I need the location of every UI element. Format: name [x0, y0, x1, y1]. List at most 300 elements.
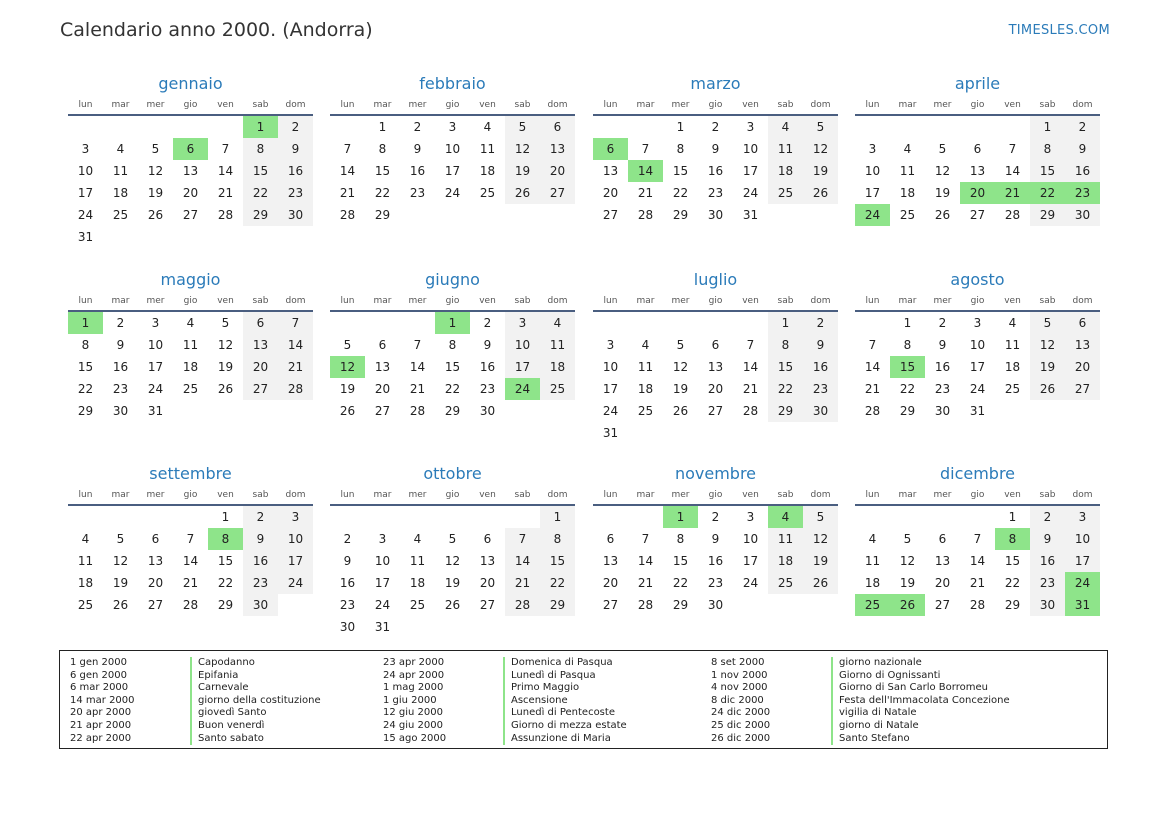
day-cell: 15	[768, 356, 803, 378]
day-cell: 13	[540, 138, 575, 160]
weekday-label: lun	[340, 296, 355, 306]
legend-column-2	[383, 657, 627, 745]
day-cell: 5	[938, 142, 947, 156]
empty-cell	[68, 506, 103, 528]
weekday-header	[68, 294, 313, 312]
weekday-label: gio	[708, 490, 723, 500]
day-cell: 23	[339, 598, 356, 612]
day-cell: 13	[969, 164, 986, 178]
day-cell: 16	[409, 164, 426, 178]
day-cell: 18	[768, 550, 803, 572]
month-ottobre	[330, 462, 575, 638]
day-cell: 2	[1030, 506, 1065, 528]
day-cell: 24	[147, 382, 164, 396]
day-cell: 20	[707, 382, 724, 396]
day-cell: 16	[278, 160, 313, 182]
weekday-label: mer	[408, 296, 427, 306]
day-cell: 18	[182, 360, 199, 374]
day-cell: 3	[81, 142, 90, 156]
empty-cell	[995, 116, 1030, 138]
day-cell: 15	[243, 160, 278, 182]
day-cell: 9	[343, 554, 352, 568]
day-cell: 10	[77, 164, 94, 178]
day-cell: 9	[938, 338, 947, 352]
day-cell: 22	[540, 572, 575, 594]
day-cell: 11	[409, 554, 426, 568]
legend-holiday-name: Lunedì di Pasqua	[503, 670, 596, 683]
holiday-day-cell: 31	[1065, 594, 1100, 616]
day-cell: 8	[676, 142, 685, 156]
legend-holiday-name: Santo sabato	[190, 733, 264, 746]
day-cell: 7	[343, 142, 352, 156]
legend-holiday-name: Lunedì di Pentecoste	[503, 707, 615, 720]
day-cell: 5	[803, 116, 838, 138]
day-cell: 2	[343, 532, 352, 546]
legend-date: 15 ago 2000	[383, 732, 447, 744]
day-cell: 11	[479, 142, 496, 156]
day-cell: 5	[343, 338, 352, 352]
empty-cell	[855, 312, 890, 334]
holiday-day-cell: 12	[330, 356, 365, 378]
legend-column-3	[711, 657, 1010, 745]
day-cell: 28	[1004, 208, 1021, 222]
weekday-label: mar	[636, 100, 655, 110]
day-cell: 19	[672, 382, 689, 396]
day-cell: 23	[112, 382, 129, 396]
day-cell: 17	[77, 186, 94, 200]
day-cell: 2	[1065, 116, 1100, 138]
legend-entry	[711, 720, 1010, 733]
day-cell: 24	[742, 186, 759, 200]
weekday-label: mer	[146, 490, 165, 500]
legend-holiday-name: Carnevale	[190, 682, 249, 695]
day-cell: 8	[903, 338, 912, 352]
day-cell: 21	[278, 356, 313, 378]
day-cell: 7	[221, 142, 230, 156]
day-cell: 4	[81, 532, 90, 546]
day-cell: 11	[1004, 338, 1021, 352]
day-cell: 23	[803, 378, 838, 400]
day-cell: 14	[969, 554, 986, 568]
legend-date: 6 mar 2000	[70, 682, 129, 694]
holiday-day-cell: 6	[593, 138, 628, 160]
day-cell: 31	[742, 208, 759, 222]
day-cell: 8	[676, 532, 685, 546]
empty-cell	[103, 116, 138, 138]
legend-entry	[711, 670, 1010, 683]
weekday-label: mer	[146, 100, 165, 110]
day-cell: 16	[803, 356, 838, 378]
day-cell: 27	[182, 208, 199, 222]
day-cell: 10	[864, 164, 881, 178]
day-cell: 7	[641, 532, 650, 546]
month-marzo	[593, 72, 838, 226]
day-cell: 15	[374, 164, 391, 178]
day-cell: 30	[1030, 594, 1065, 616]
day-cell: 14	[864, 360, 881, 374]
day-cell: 30	[278, 204, 313, 226]
weekday-label: mer	[146, 296, 165, 306]
weekday-label: mer	[933, 296, 952, 306]
weekday-label: dom	[285, 296, 306, 306]
month-luglio	[593, 268, 838, 444]
holiday-day-cell: 1	[663, 506, 698, 528]
weekday-label: sab	[1039, 296, 1056, 306]
day-cell: 3	[151, 316, 160, 330]
day-cell: 1	[540, 506, 575, 528]
day-cell: 21	[637, 186, 654, 200]
weekday-label: dom	[810, 296, 831, 306]
day-cell: 12	[217, 338, 234, 352]
legend-entry	[711, 695, 1010, 708]
legend-entry	[711, 682, 1010, 695]
day-cell: 21	[217, 186, 234, 200]
legend-holiday-name: Festa dell'Immacolata Concezione	[831, 695, 1010, 708]
weekday-label: sab	[514, 296, 531, 306]
month-agosto	[855, 268, 1100, 422]
weekday-label: ven	[742, 490, 759, 500]
month-maggio	[68, 268, 313, 422]
day-cell: 6	[606, 532, 615, 546]
month-name: luglio	[693, 270, 738, 289]
day-cell: 23	[479, 382, 496, 396]
day-cell: 16	[1030, 550, 1065, 572]
legend-holiday-name: Assunzione di Maria	[503, 733, 611, 746]
empty-cell	[890, 506, 925, 528]
day-cell: 18	[112, 186, 129, 200]
weekday-label: ven	[479, 490, 496, 500]
day-cell: 14	[409, 360, 426, 374]
day-cell: 6	[483, 532, 492, 546]
day-cell: 20	[479, 576, 496, 590]
day-cell: 7	[413, 338, 422, 352]
weekday-label: dom	[547, 490, 568, 500]
day-cell: 26	[444, 598, 461, 612]
weekday-label: gio	[445, 100, 460, 110]
weekday-label: mar	[898, 100, 917, 110]
weekday-label: gio	[183, 296, 198, 306]
empty-cell	[330, 116, 365, 138]
day-cell: 27	[602, 598, 619, 612]
day-cell: 1	[1008, 510, 1017, 524]
weekday-label: lun	[865, 100, 880, 110]
weekday-label: mer	[933, 100, 952, 110]
day-cell: 5	[505, 116, 540, 138]
holiday-day-cell: 21	[995, 182, 1030, 204]
day-cell: 30	[339, 620, 356, 634]
day-cell: 7	[746, 338, 755, 352]
weekday-header	[855, 294, 1100, 312]
day-cell: 29	[374, 208, 391, 222]
day-cell: 13	[1065, 334, 1100, 356]
legend-date: 20 apr 2000	[70, 707, 132, 719]
weekday-label: lun	[865, 490, 880, 500]
day-cell: 25	[768, 572, 803, 594]
day-cell: 27	[707, 404, 724, 418]
day-cell: 19	[899, 576, 916, 590]
weekday-label: ven	[217, 100, 234, 110]
day-cell: 17	[602, 382, 619, 396]
day-cell: 19	[444, 576, 461, 590]
day-cell: 4	[413, 532, 422, 546]
day-cell: 1	[903, 316, 912, 330]
day-cell: 20	[602, 576, 619, 590]
day-cell: 13	[602, 554, 619, 568]
weekday-header	[68, 488, 313, 506]
day-cell: 4	[483, 120, 492, 134]
day-cell: 9	[803, 334, 838, 356]
day-cell: 2	[116, 316, 125, 330]
day-cell: 7	[505, 528, 540, 550]
day-cell: 28	[505, 594, 540, 616]
legend-holiday-name: giorno nazionale	[831, 657, 922, 670]
legend-entry	[70, 733, 321, 746]
day-cell: 25	[182, 382, 199, 396]
empty-cell	[628, 506, 663, 528]
day-cell: 22	[1004, 576, 1021, 590]
day-cell: 25	[1004, 382, 1021, 396]
day-cell: 7	[868, 338, 877, 352]
day-cell: 25	[899, 208, 916, 222]
day-cell: 14	[182, 554, 199, 568]
day-cell: 31	[374, 620, 391, 634]
day-cell: 18	[77, 576, 94, 590]
weekday-header	[330, 98, 575, 116]
day-cell: 17	[1065, 550, 1100, 572]
legend-date: 6 gen 2000	[70, 669, 128, 681]
day-cell: 14	[278, 334, 313, 356]
weekday-label: dom	[810, 490, 831, 500]
day-cell: 20	[1065, 356, 1100, 378]
day-cell: 3	[378, 532, 387, 546]
weekday-label: mer	[671, 490, 690, 500]
day-cell: 13	[602, 164, 619, 178]
legend-holiday-name: Ascensione	[503, 695, 568, 708]
day-cell: 3	[1065, 506, 1100, 528]
day-cell: 31	[147, 404, 164, 418]
day-cell: 12	[1030, 334, 1065, 356]
holiday-day-cell: 22	[1030, 182, 1065, 204]
day-cell: 9	[711, 142, 720, 156]
day-cell: 25	[77, 598, 94, 612]
day-cell: 15	[444, 360, 461, 374]
day-grid	[68, 116, 313, 248]
weekday-label: dom	[1072, 296, 1093, 306]
day-cell: 7	[278, 312, 313, 334]
day-cell: 27	[147, 598, 164, 612]
day-cell: 16	[112, 360, 129, 374]
day-cell: 27	[934, 598, 951, 612]
weekday-label: sab	[777, 100, 794, 110]
empty-cell	[68, 116, 103, 138]
weekday-label: gio	[708, 100, 723, 110]
day-cell: 3	[868, 142, 877, 156]
legend-holiday-name: vigilia di Natale	[831, 707, 917, 720]
day-cell: 30	[479, 404, 496, 418]
day-cell: 4	[903, 142, 912, 156]
month-settembre	[68, 462, 313, 616]
day-cell: 29	[77, 404, 94, 418]
day-cell: 2	[483, 316, 492, 330]
day-cell: 10	[444, 142, 461, 156]
day-cell: 17	[742, 554, 759, 568]
site-brand-link[interactable]: TIMESLES.COM	[1008, 23, 1110, 38]
day-cell: 26	[217, 382, 234, 396]
legend-holiday-name: giorno della costituzione	[190, 695, 321, 708]
day-cell: 29	[444, 404, 461, 418]
day-cell: 8	[540, 528, 575, 550]
day-cell: 3	[448, 120, 457, 134]
day-cell: 9	[116, 338, 125, 352]
legend-entry	[70, 720, 321, 733]
day-cell: 10	[278, 528, 313, 550]
day-cell: 29	[217, 598, 234, 612]
empty-cell	[208, 116, 243, 138]
empty-cell	[960, 116, 995, 138]
day-cell: 30	[707, 208, 724, 222]
holiday-day-cell: 8	[995, 528, 1030, 550]
day-cell: 18	[768, 160, 803, 182]
day-cell: 22	[768, 378, 803, 400]
day-cell: 2	[711, 510, 720, 524]
day-cell: 21	[339, 186, 356, 200]
weekday-label: mar	[111, 490, 130, 500]
day-cell: 25	[409, 598, 426, 612]
weekday-label: mar	[636, 296, 655, 306]
legend-entry	[383, 682, 627, 695]
empty-cell	[628, 116, 663, 138]
day-cell: 15	[672, 554, 689, 568]
day-cell: 22	[77, 382, 94, 396]
legend-date: 8 set 2000	[711, 657, 765, 668]
day-cell: 25	[637, 404, 654, 418]
day-cell: 30	[1065, 204, 1100, 226]
empty-cell	[855, 506, 890, 528]
day-cell: 12	[934, 164, 951, 178]
weekday-label: mar	[373, 296, 392, 306]
weekday-header	[68, 98, 313, 116]
day-cell: 26	[147, 208, 164, 222]
day-cell: 24	[444, 186, 461, 200]
day-cell: 20	[602, 186, 619, 200]
day-cell: 22	[899, 382, 916, 396]
holiday-day-cell: 26	[890, 594, 925, 616]
day-cell: 29	[1004, 598, 1021, 612]
weekday-label: sab	[1039, 100, 1056, 110]
day-cell: 12	[505, 138, 540, 160]
day-cell: 19	[217, 360, 234, 374]
day-cell: 9	[1065, 138, 1100, 160]
day-cell: 30	[707, 598, 724, 612]
weekday-label: mar	[898, 296, 917, 306]
month-name: febbraio	[419, 74, 486, 93]
day-cell: 23	[934, 382, 951, 396]
weekday-label: lun	[78, 100, 93, 110]
day-cell: 9	[711, 532, 720, 546]
empty-cell	[470, 506, 505, 528]
legend-date: 24 dic 2000	[711, 707, 771, 719]
weekday-label: lun	[603, 296, 618, 306]
day-cell: 17	[742, 164, 759, 178]
day-grid	[330, 312, 575, 422]
day-cell: 11	[864, 554, 881, 568]
day-cell: 17	[864, 186, 881, 200]
month-name: agosto	[950, 270, 1005, 289]
month-giugno	[330, 268, 575, 422]
holiday-day-cell: 20	[960, 182, 995, 204]
day-cell: 27	[374, 404, 391, 418]
day-cell: 25	[540, 378, 575, 400]
day-grid	[593, 506, 838, 616]
weekday-label: dom	[547, 100, 568, 110]
day-grid	[593, 116, 838, 226]
weekday-label: mar	[373, 100, 392, 110]
day-grid	[855, 506, 1100, 616]
legend-holiday-name: Epifania	[190, 670, 238, 683]
day-cell: 13	[182, 164, 199, 178]
month-dicembre	[855, 462, 1100, 616]
weekday-label: sab	[777, 490, 794, 500]
empty-cell	[435, 506, 470, 528]
day-cell: 26	[339, 404, 356, 418]
day-cell: 31	[77, 230, 94, 244]
day-cell: 9	[483, 338, 492, 352]
legend-holiday-name: Domenica di Pasqua	[503, 657, 613, 670]
day-cell: 10	[1065, 528, 1100, 550]
day-cell: 14	[742, 360, 759, 374]
holiday-day-cell: 24	[505, 378, 540, 400]
day-cell: 10	[969, 338, 986, 352]
legend-date: 1 giu 2000	[383, 694, 437, 706]
holiday-day-cell: 4	[768, 506, 803, 528]
day-cell: 14	[505, 550, 540, 572]
day-cell: 22	[374, 186, 391, 200]
day-grid	[593, 312, 838, 444]
weekday-label: ven	[1004, 296, 1021, 306]
day-cell: 4	[868, 532, 877, 546]
day-cell: 12	[803, 528, 838, 550]
weekday-label: ven	[1004, 100, 1021, 110]
day-cell: 11	[540, 334, 575, 356]
day-cell: 2	[413, 120, 422, 134]
holiday-day-cell: 24	[855, 204, 890, 226]
day-cell: 20	[243, 356, 278, 378]
day-cell: 11	[112, 164, 129, 178]
month-name: gennaio	[158, 74, 223, 93]
month-name: settembre	[149, 464, 232, 483]
day-cell: 10	[602, 360, 619, 374]
day-cell: 7	[641, 142, 650, 156]
empty-cell	[698, 312, 733, 334]
weekday-label: lun	[340, 490, 355, 500]
day-cell: 19	[147, 186, 164, 200]
holiday-day-cell: 15	[890, 356, 925, 378]
day-cell: 6	[1065, 312, 1100, 334]
weekday-label: sab	[514, 490, 531, 500]
day-cell: 16	[1065, 160, 1100, 182]
legend-date: 23 apr 2000	[383, 657, 445, 668]
day-cell: 27	[602, 208, 619, 222]
day-cell: 16	[707, 164, 724, 178]
day-cell: 12	[803, 138, 838, 160]
day-cell: 24	[602, 404, 619, 418]
day-cell: 20	[934, 576, 951, 590]
day-cell: 4	[768, 116, 803, 138]
weekday-label: lun	[603, 100, 618, 110]
day-cell: 6	[973, 142, 982, 156]
day-cell: 29	[672, 598, 689, 612]
empty-cell	[890, 116, 925, 138]
